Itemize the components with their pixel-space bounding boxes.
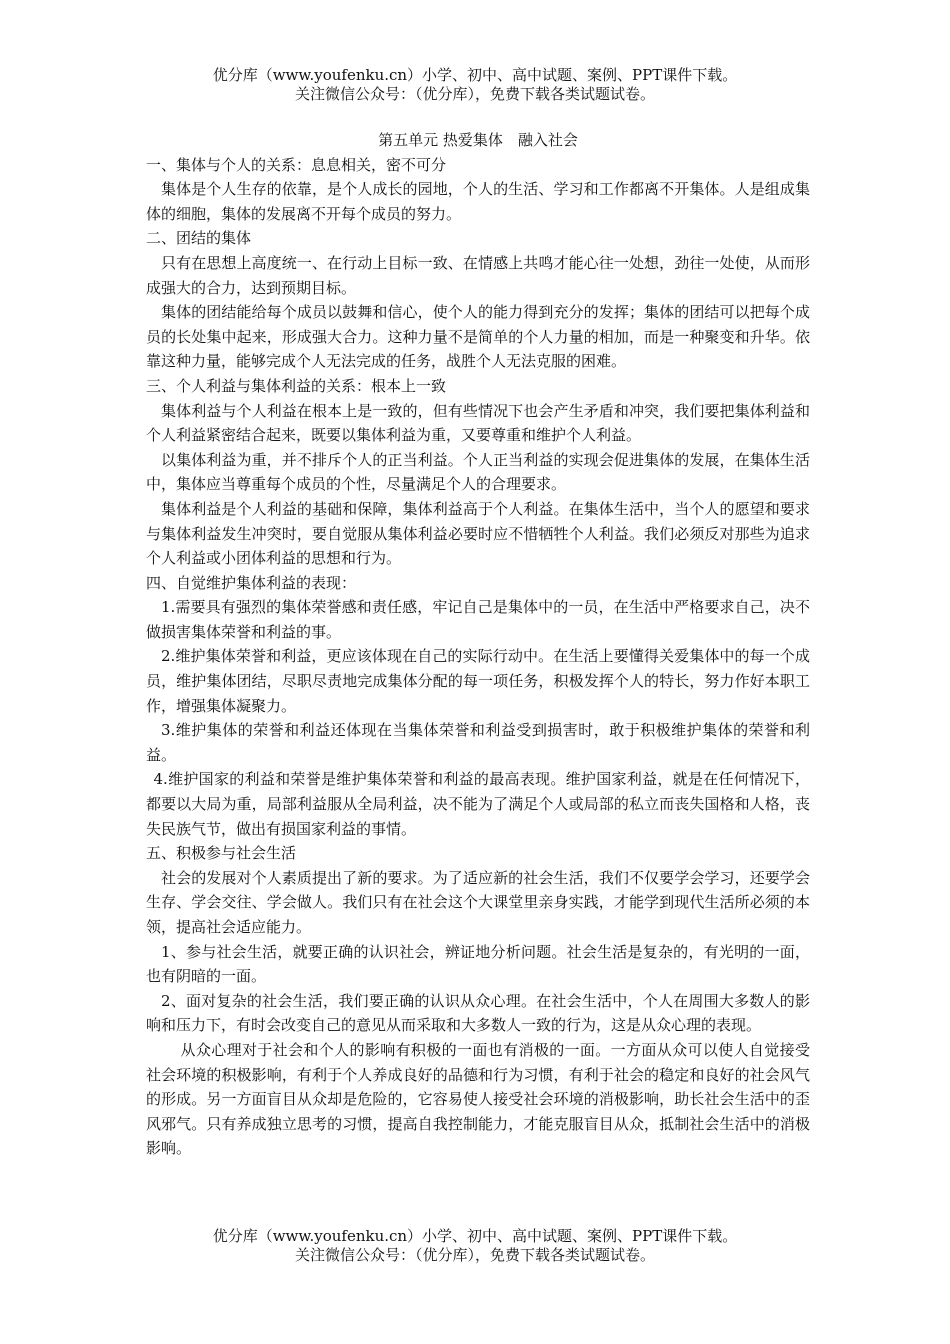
section-heading-4: 四、自觉维护集体利益的表现： [146, 573, 357, 592]
section-3-paragraph: 以集体利益为重，并不排斥个人的正当利益。个人正当利益的实现会促进集体的发展，在集体生活中，集体应当尊重每个成员的个性，尽量满足个人的合理要求。 [146, 450, 810, 494]
banner-line-2: 关注微信公众号：（优分库），免费下载各类试题试卷。 [294, 1246, 655, 1264]
page-title: 第五单元 热爱集体 融入社会 [378, 131, 578, 149]
section-5-list-item: 2、面对复杂的社会生活，我们要正确的认识从众心理。在社会生活中，个人在周围大多数人的影响和压力下，有时会改变自己的意见从而采取和大多数人一致的行为，这是从众心理的表现。 [146, 991, 810, 1035]
section-5-list-item: 1、参与社会生活，就要正确的认识社会，辨证地分析问题。社会生活是复杂的，有光明的一面，也有阴暗的一面。 [146, 942, 810, 986]
banner-line-1: 优分库（www.youfenku.cn）小学、初中、高中试题、案例、PPT课件下载。 [212, 66, 738, 84]
section-heading-2: 二、团结的集体 [146, 229, 252, 248]
section-5-paragraph: 从众心理对于社会和个人的影响有积极的一面也有消极的一面。一方面从众可以使人自觉接受社会环境的积极影响，有利于个人养成良好的品德和行为习惯，有利于社会的稳定和良好的社会风气的形成。另一方面盲目从众却是危险的，它容易使人接受社会环境的消极影响，助长社会生活中的歪风邪气。只有养成独立思考的习惯，提高自我控制能力，才能克服盲目从众，抵制社会生活中的消极影响。 [146, 1040, 810, 1158]
section-1-paragraph: 集体是个人生存的依靠，是个人成长的园地，个人的生活、学习和工作都离不开集体。人是组成集体的细胞，集体的发展离不开每个成员的努力。 [146, 180, 810, 223]
section-heading-3: 三、个人利益与集体利益的关系：根本上一致 [146, 376, 447, 395]
section-4-list-item: 1.需要具有强烈的集体荣誉感和责任感，牢记自己是集体中的一员，在生活中严格要求自己，决不做损害集体荣誉和利益的事。 [146, 598, 810, 641]
banner-line-2: 关注微信公众号：（优分库），免费下载各类试题试卷。 [294, 85, 655, 103]
section-2-paragraph: 只有在思想上高度统一、在行动上目标一致、在情感上共鸣才能心往一处想，劲往一处使，从而形成强大的合力，达到预期目标。 [146, 253, 810, 297]
section-heading-1: 一、集体与个人的关系：息息相关，密不可分 [146, 155, 447, 174]
section-4-list-item: 3.维护集体的荣誉和利益还体现在当集体荣誉和利益受到损害时，敢于积极维护集体的荣誉和利益。 [146, 721, 810, 764]
section-4-list-item: 2.维护集体荣誉和利益，更应该体现在自己的实际行动中。在生活上要懂得关爱集体中的每一个成员，维护集体团结，尽职尽责地完成集体分配的每一项任务，积极发挥个人的特长，努力作好本职工作，增强集体凝聚力。 [146, 647, 810, 715]
section-5-paragraph: 社会的发展对个人素质提出了新的要求。为了适应新的社会生活，我们不仅要学会学习，还要学会生存、学会交往、学会做人。我们只有在社会这个大课堂里亲身实践，才能学到现代生活所必须的本领，提高社会适应能力。 [146, 868, 810, 936]
section-3-paragraph: 集体利益是个人利益的基础和保障，集体利益高于个人利益。在集体生活中，当个人的愿望和要求与集体利益发生冲突时，要自觉服从集体利益必要时应不惜牺牲个人利益。我们必须反对那些为追求个人利益或小团体利益的思想和行为。 [146, 499, 810, 568]
section-2-paragraph: 集体的团结能给每个成员以鼓舞和信心，使个人的能力得到充分的发挥；集体的团结可以把每个成员的长处集中起来，形成强大合力。这种力量不是简单的个人力量的相加，而是一种聚变和升华。依靠这种力量，能够完成个人无法完成的任务，战胜个人无法克服的困难。 [146, 303, 810, 371]
header-banner [0, 66, 950, 104]
document-body [146, 128, 810, 1161]
banner-line-1: 优分库（www.youfenku.cn）小学、初中、高中试题、案例、PPT课件下载。 [212, 1227, 738, 1245]
footer-banner [0, 1227, 950, 1265]
section-heading-5: 五、积极参与社会生活 [146, 844, 297, 863]
section-4-list-item: 4.维护国家的利益和荣誉是维护集体荣誉和利益的最高表现。维护国家利益，就是在任何情况下，都要以大局为重，局部利益服从全局利益，决不能为了满足个人或局部的私立而丧失国格和人格，丧失民族气节，做出有损国家利益的事情。 [146, 770, 810, 838]
section-3-paragraph: 集体利益与个人利益在根本上是一致的，但有些情况下也会产生矛盾和冲突，我们要把集体利益和个人利益紧密结合起来，既要以集体利益为重，又要尊重和维护个人利益。 [146, 401, 810, 445]
